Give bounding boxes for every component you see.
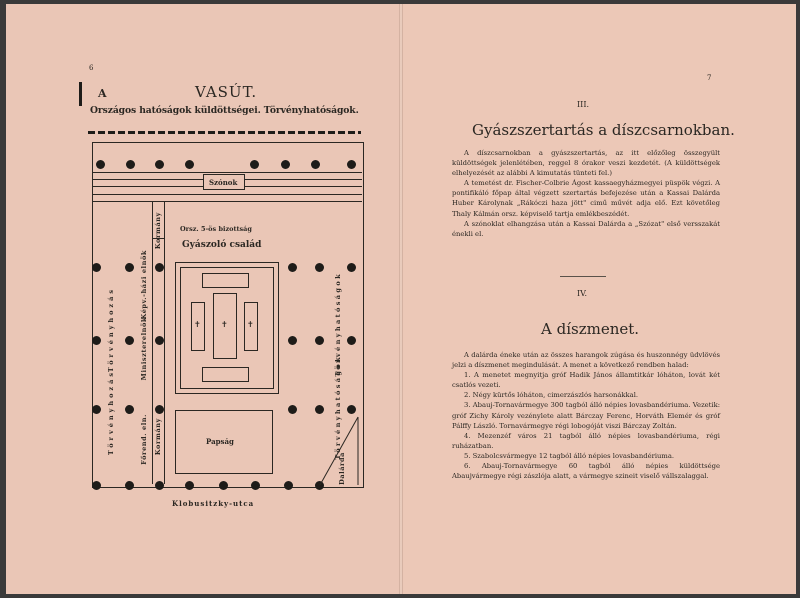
paragraph: 6. Abauj-Tornavármegye 60 tagból álló népies küldöttsége Abaujvármegye régi zászlója alatt, a vármegye szineit viselő vállszalaggal.	[452, 462, 720, 481]
colonnade-line	[92, 172, 362, 173]
speaker-label: Szónok	[209, 178, 238, 187]
column	[92, 336, 101, 345]
column	[92, 405, 101, 414]
right-page	[403, 4, 796, 594]
plan-heading	[80, 80, 370, 100]
choir-label: Dalárda	[338, 452, 346, 485]
column	[288, 405, 297, 414]
column	[288, 336, 297, 345]
cross-icon: ✝	[221, 320, 228, 329]
section4-body	[452, 350, 720, 481]
right-page-number: 7	[707, 74, 712, 82]
paragraph: A díszcsarnokban a gyászszertartás, az itt előzőleg összegyült küldöttségek jelenlétében, reggel 8 órakor veszi kezdetét. (A küldöttségek elhelyezését az alábbi A kimutatás tünteti fel.)	[452, 149, 720, 178]
paragraph: 3. Abauj-Tornavármegye 300 tagból álló népies lovasbandériuma. Vezetik: gróf Zichy Károly vezénylete alatt Bárczay Ferenc, Horváth Elemér és gróf Pálffy László. Tornavármegye régi lobogóját viszi Bárczay Zoltán.	[452, 401, 720, 430]
paragraph: 4. Mezenzéf város 21 tagból álló népies lovasbandériuma, régi ruházatban.	[452, 431, 720, 450]
government-label: Kormány	[154, 212, 162, 250]
paragraph: A temetést dr. Fischer-Colbrie Ágost kassaegyházmegyei püspök végzi. A pontifikáló főpap által végzett szertartás befejezése után a Kassai Dalárda Huber Károlynak „Rákóczi haza jött" cimű művét adja elő. Ezt követőleg Thaly Kálmán orsz. képviselő tartja emlékbeszédét.	[452, 179, 720, 218]
column	[347, 336, 356, 345]
section4-title: A díszmenet.	[541, 320, 640, 338]
committee-label: Orsz. 5-ös bizottság	[180, 225, 252, 233]
authorities-label: Törvényhatóságok	[334, 272, 342, 377]
column	[284, 481, 293, 490]
column	[125, 336, 134, 345]
column	[125, 263, 134, 272]
dashed-rule	[88, 131, 361, 134]
heading-title: VASÚT.	[195, 83, 258, 101]
family-label: Gyászoló család	[182, 240, 262, 250]
column	[92, 481, 101, 490]
column	[311, 160, 320, 169]
column	[315, 263, 324, 272]
paragraph: A dalárda éneke után az összes harangok zúgása és huszonnégy üdvlövés jelzi a díszmenet megindulását. A menet a következő rendben halad:	[452, 351, 720, 370]
legislature-label: Törvényhozás	[107, 287, 115, 373]
speaker-of-house-label: Képv.-házi elnök	[140, 250, 148, 320]
column	[155, 263, 164, 272]
colonnade-line	[92, 194, 362, 195]
column	[125, 405, 134, 414]
paragraph: 1. A menetet megnyitja gróf Hadik János államtitkár lóháton, lovát két csatlós vezeti.	[452, 371, 720, 390]
paragraph: A szónoklat elhangzása után a Kassai Dalárda a „Szózat" első versszakát énekli el.	[452, 219, 720, 238]
plan-subtitle: Országos hatóságok küldöttségei. Törvényhatóságok.	[90, 105, 359, 116]
column	[125, 481, 134, 490]
legislature-label: Törvényhozás	[107, 370, 115, 456]
column	[155, 405, 164, 414]
clergy-label: Papság	[206, 437, 234, 446]
column	[250, 160, 259, 169]
column	[92, 263, 101, 272]
column	[185, 481, 194, 490]
column	[185, 160, 194, 169]
paragraph: 5. Szabolcsvármegye 12 tagból álló népies lovasbandériuma.	[464, 451, 675, 460]
prime-minister-label: Miniszterelnök	[140, 317, 148, 381]
colonnade-line	[92, 201, 362, 202]
cross-icon: ✝	[247, 320, 254, 329]
left-page-number: 6	[89, 64, 94, 72]
section4-number: IV.	[577, 289, 588, 298]
column	[251, 481, 260, 490]
column	[155, 160, 164, 169]
section3-body	[452, 148, 720, 239]
column	[347, 405, 356, 414]
column	[219, 481, 228, 490]
column	[315, 405, 324, 414]
authorities-label: Törvényhatóságok	[334, 355, 342, 460]
heading-letter: A	[98, 87, 107, 100]
government-label: Kormány	[154, 418, 162, 456]
column	[347, 160, 356, 169]
cross-icon: ✝	[194, 320, 201, 329]
column	[126, 160, 135, 169]
catafalque-step	[202, 367, 249, 382]
inner-divider	[152, 202, 153, 484]
section3-number: III.	[577, 100, 590, 109]
paragraph: 2. Négy kürtős lóháton, cimerzászlós harsonákkal.	[464, 391, 639, 400]
column	[155, 336, 164, 345]
inner-divider	[164, 202, 165, 484]
upper-house-president-label: Főrend. eln.	[140, 414, 148, 465]
column	[347, 263, 356, 272]
column	[155, 481, 164, 490]
column	[281, 160, 290, 169]
section-divider	[560, 276, 606, 277]
column	[288, 263, 297, 272]
column	[96, 160, 105, 169]
column	[315, 336, 324, 345]
street-label: Klobusitzky-utca	[172, 499, 255, 508]
catafalque-step	[202, 273, 249, 288]
section3-title: Gyászszertartás a díszcsarnokban.	[472, 121, 735, 139]
